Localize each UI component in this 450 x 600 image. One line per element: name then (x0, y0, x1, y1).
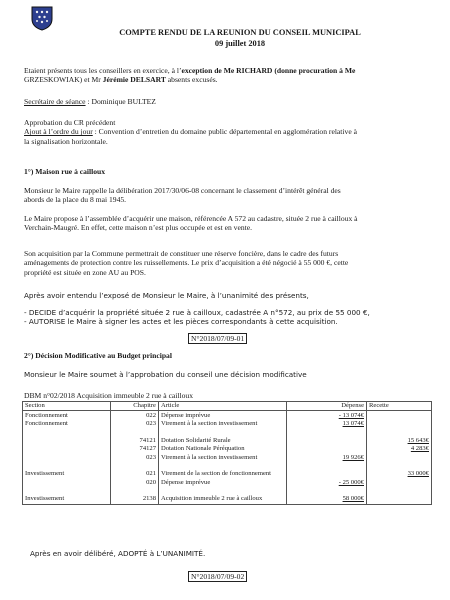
section2-intro: Monsieur le Maire soumet à l’approbation du conseil une décision modificative (24, 370, 307, 379)
cell-article: Virement à la section investissement (159, 420, 287, 428)
dbm-table-title: DBM n°02/2018 Acquisition immeuble 2 rue à cailloux (24, 391, 194, 400)
cell-article: Dotation Solidarité Rurale (159, 437, 287, 445)
table-row (23, 411, 432, 420)
col-depense: Dépense (287, 402, 367, 411)
cell-recette (367, 479, 432, 487)
cell-article: Virement de la section de fonctionnement (159, 470, 287, 478)
cell-article: Dépense imprévue (159, 411, 287, 420)
table-header-row (23, 402, 432, 411)
cell-article (159, 462, 287, 470)
cell-recette (367, 428, 432, 436)
cell-article (159, 428, 287, 436)
cell-article: Dotation Nationale Péréquation (159, 445, 287, 453)
table-row (23, 479, 432, 487)
section1-heading: 1°) Maison rue à cailloux (24, 167, 106, 176)
table-row (23, 470, 432, 478)
cell-section: Fonctionnement (23, 420, 111, 428)
col-chapitre: Chapitre (111, 402, 159, 411)
section1-paragraph-3: Son acquisition par la Commune permettrait de constituer une réserve foncière, dans le cadre des futurs aménagements de protection contre les ruissellements. Le prix d’acquisition a été négocié à 55 000 €, cette propriété est située en zone AU au POS. (24, 249, 349, 277)
table-row (23, 445, 432, 453)
table-row (23, 495, 432, 504)
cell-section (23, 453, 111, 461)
table-row (23, 487, 432, 495)
cell-chapitre: 022 (111, 411, 159, 420)
cell-section (23, 437, 111, 445)
cell-chapitre: 74121 (111, 437, 159, 445)
table-row (23, 462, 432, 470)
cell-section: Investissement (23, 495, 111, 504)
cell-recette (367, 420, 432, 428)
table-row (23, 437, 432, 445)
deliberation-ref-1: N°2018/07/09-01 (188, 333, 247, 344)
coat-of-arms-icon (31, 6, 53, 31)
cell-recette: 4 283€ (367, 445, 432, 453)
table-row (23, 420, 432, 428)
cell-depense: - 13 074€ (287, 411, 367, 420)
cell-section (23, 445, 111, 453)
secretary-line: Secrétaire de séance : Dominique BULTEZ (24, 97, 156, 106)
col-section: Section (23, 402, 111, 411)
adopted-line: Après en avoir délibéré, ADOPTÉ à L’UNANIMITÉ. (30, 549, 206, 558)
cell-section: Fonctionnement (23, 411, 111, 420)
report-date: 09 juillet 2018 (214, 39, 266, 48)
table-row (23, 428, 432, 436)
report-title: COMPTE RENDU DE LA REUNION DU CONSEIL MUNICIPAL (119, 28, 361, 37)
cell-depense (287, 470, 367, 478)
cell-depense (287, 445, 367, 453)
attendance-paragraph: Etaient présents tous les conseillers en exercice, à l’exception de Me RICHARD (donne procuration à Me GRZESKOWIAK) et Mr Jérémie DELSART absents excusés. (24, 66, 356, 85)
cell-depense (287, 428, 367, 436)
cell-recette (367, 462, 432, 470)
col-article: Article (159, 402, 287, 411)
cell-depense (287, 437, 367, 445)
cell-chapitre (111, 462, 159, 470)
cell-article: Dépense imprévue (159, 479, 287, 487)
cell-chapitre: 020 (111, 479, 159, 487)
cell-section (23, 462, 111, 470)
cell-section (23, 487, 111, 495)
cell-section: Investissement (23, 470, 111, 478)
cell-section (23, 428, 111, 436)
cell-chapitre: 2138 (111, 495, 159, 504)
section1-paragraph-1: Monsieur le Maire rappelle la délibération 2017/30/06-08 concernant le classement d’intérêt général des abords de la place du 8 mai 1945. (24, 186, 341, 205)
cell-depense: 13 074€ (287, 420, 367, 428)
cell-depense (287, 487, 367, 495)
cell-recette: 33 000€ (367, 470, 432, 478)
cell-recette (367, 487, 432, 495)
cell-depense: 58 000€ (287, 495, 367, 504)
cell-depense: - 25 000€ (287, 479, 367, 487)
cell-chapitre (111, 428, 159, 436)
section2-heading: 2°) Décision Modificative au Budget principal (24, 351, 172, 360)
cell-recette: 15 643€ (367, 437, 432, 445)
cell-article: Acquisition immeuble 2 rue à cailloux (159, 495, 287, 504)
col-recette: Recette (367, 402, 432, 411)
cell-chapitre: 023 (111, 453, 159, 461)
dbm-table (22, 401, 432, 505)
cell-section (23, 479, 111, 487)
after-vote-line: Après avoir entendu l’exposé de Monsieur le Maire, à l’unanimité des présents, (24, 291, 309, 300)
cell-recette (367, 411, 432, 420)
cell-chapitre: 74127 (111, 445, 159, 453)
cell-chapitre: 023 (111, 420, 159, 428)
cell-chapitre: 021 (111, 470, 159, 478)
deliberation-ref-2: N°2018/07/09-02 (188, 571, 247, 582)
table-row (23, 453, 432, 461)
cell-depense: 19 926€ (287, 453, 367, 461)
cell-article: Virement à la section investissement (159, 453, 287, 461)
cell-article (159, 487, 287, 495)
cell-chapitre (111, 487, 159, 495)
cell-depense (287, 462, 367, 470)
section1-paragraph-2: Le Maire propose à l’assemblée d’acquérir une maison, référencée A 572 au cadastre, située 2 rue à cailloux à Verchain-Maugré. En effet, cette maison n’est plus occupée et est en vente. (24, 214, 358, 233)
cell-recette (367, 453, 432, 461)
approval-paragraph: Approbation du CR précédent Ajout à l’ordre du jour : Convention d’entretien du domaine public départemental en agglomération relative à la signalisation horizontale. (24, 118, 357, 146)
cell-recette (367, 495, 432, 504)
decision-lines: - DECIDE d’acquérir la propriété située 2 rue à cailloux, cadastrée A n°572, au prix de 55 000 €, - AUTORISE le Maire à signer les actes et les pièces correspondants à cette acquisition. (24, 308, 370, 326)
